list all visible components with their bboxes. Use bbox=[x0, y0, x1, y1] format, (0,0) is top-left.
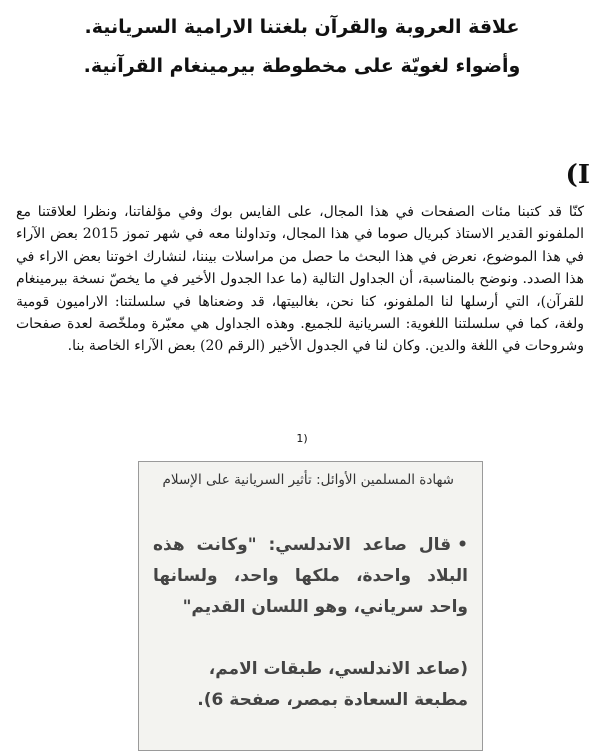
bullet-icon: • bbox=[457, 535, 468, 555]
section-number: (I bbox=[565, 160, 590, 190]
figure-quote-text: قال صاعد الاندلسي: "وكانت هذه البلاد واحدة، ملكها واحد، ولسانها واحد سرياني، وهو اللسان القديم" bbox=[153, 535, 468, 617]
body-paragraph: كنّا قد كتبنا مئات الصفحات في هذا المجال، على الفايس بوك وفي مؤلفاتنا، ونظرا لعلاقتنا مع الملفونو القدير الاستاذ كبريال صوما في هذا المجال، وتداولنا معه في شهر تموز 2015 بعض الآراء في هذا الموضوع، نعرض في هذا البحث ما حصل من مراسلات بيننا، لنشارك اخوتنا بعض الاراء في هذا الصدد. ونوضح بالمناسبة، أن الجداول التالية (ما عدا الجدول الأخير في ما يخصّ نسخة بيرمينغام للقرآن)، التي أرسلها لنا الملفونو، كنا نحن، بغالبيتها، قد وضعناها في سلسلتنا: الاراميون قومية ولغة، كما في سلسلتنا اللغوية: السريانية للجميع. وهذه الجداول هي معبّرة وملخّصة لعدة صفحات وشروحات في اللغة والدين. وكان لنا في الجدول الأخير (الرقم 20) بعض الآراء الخاصة بنا. bbox=[16, 204, 584, 355]
document-title-line-2: وأضواء لغويّة على مخطوطة بيرمينغام القرآنية. bbox=[83, 55, 521, 77]
quoted-slide-figure bbox=[138, 461, 483, 751]
figure-source-citation: (صاعد الاندلسي، طبقات الامم، مطبعة السعادة بمصر، صفحة 6). bbox=[197, 659, 468, 710]
figure-number: 1) bbox=[296, 432, 308, 445]
document-title-line-1: علاقة العروبة والقرآن بلغتنا الارامية السريانية. bbox=[84, 16, 520, 38]
figure-caption: شهادة المسلمين الأوائل: تأثير السريانية على الإسلام bbox=[162, 472, 454, 488]
figure-quote bbox=[153, 530, 468, 623]
